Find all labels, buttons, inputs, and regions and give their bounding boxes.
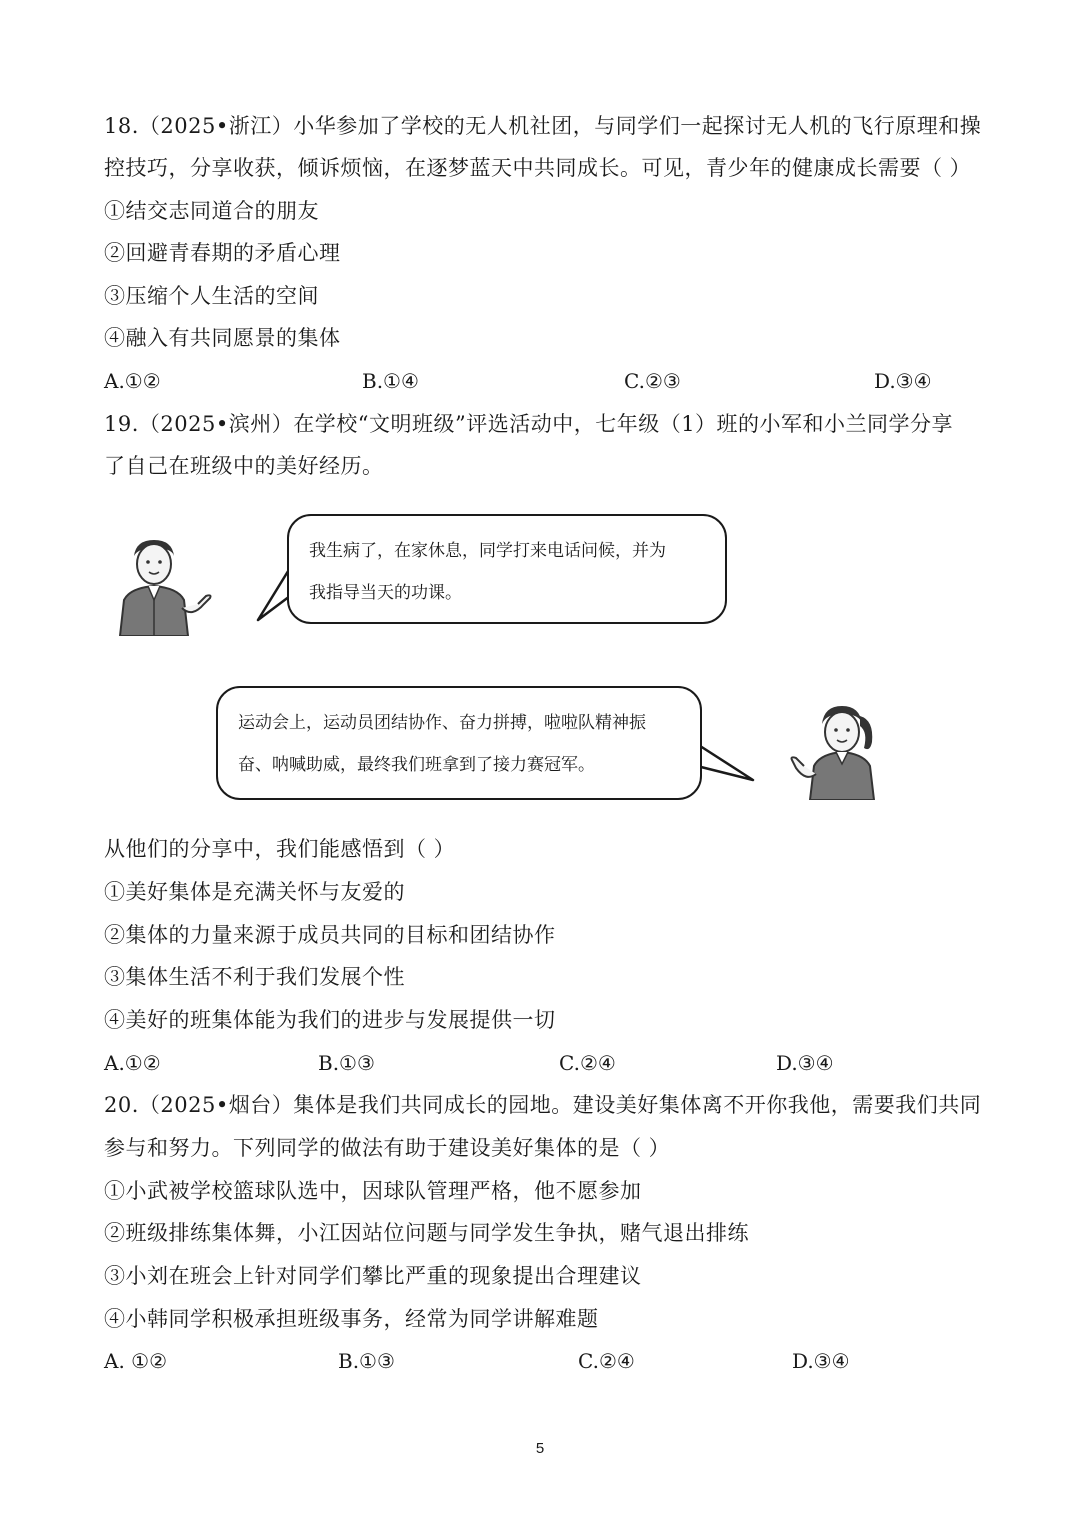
q20-item-4: ④小韩同学积极承担班级事务，经常为同学讲解难题 — [104, 1307, 599, 1331]
bubble2-line1: 运动会上，运动员团结协作、奋力拼搏，啦啦队精神振 — [238, 713, 646, 733]
q19-item-4: ④美好的班集体能为我们的进步与发展提供一切 — [104, 1008, 556, 1032]
q19-options — [104, 1048, 984, 1078]
boy-figure-icon — [112, 538, 216, 636]
q18-item-3: ③压缩个人生活的空间 — [104, 284, 319, 308]
q20-option-b[interactable]: B.①③ — [338, 1349, 395, 1373]
q19-stem-line2: 了自己在班级中的美好经历。 — [104, 454, 384, 478]
q19-item-1: ①美好集体是充满关怀与友爱的 — [104, 880, 405, 904]
q18-stem-line1: 18.（2025•浙江）小华参加了学校的无人机社团，与同学们一起探讨无人机的飞行原理和操 — [104, 114, 982, 138]
q19-stem-line1: 19.（2025•滨州）在学校“文明班级”评选活动中，七年级（1）班的小军和小兰同学分享 — [104, 412, 954, 436]
q20-option-d[interactable]: D.③④ — [792, 1349, 850, 1373]
q20-item-2: ②班级排练集体舞，小江因站位问题与同学发生争执，赌气退出排练 — [104, 1221, 749, 1245]
speech-bubble-girl — [216, 686, 702, 800]
q19-option-c[interactable]: C.②④ — [559, 1051, 616, 1075]
q18-option-b[interactable]: B.①④ — [362, 369, 419, 393]
q20-options — [104, 1346, 984, 1376]
q19-item-3: ③集体生活不利于我们发展个性 — [104, 965, 405, 989]
q19-prompt: 从他们的分享中，我们能感悟到（ ） — [104, 837, 456, 861]
q18-item-1: ①结交志同道合的朋友 — [104, 199, 319, 223]
q20-item-3: ③小刘在班会上针对同学们攀比严重的现象提出合理建议 — [104, 1264, 642, 1288]
q20-option-c[interactable]: C.②④ — [578, 1349, 635, 1373]
speech-bubble-boy — [287, 514, 727, 624]
q20-stem-line2: 参与和努力。下列同学的做法有助于建设美好集体的是（ ） — [104, 1136, 671, 1160]
bubble1-line2: 我指导当天的功课。 — [309, 583, 462, 603]
q18-item-4: ④融入有共同愿景的集体 — [104, 326, 341, 350]
q20-stem-line1: 20.（2025•烟台）集体是我们共同成长的园地。建设美好集体离不开你我他，需要我们共同 — [104, 1093, 982, 1117]
q20-item-1: ①小武被学校篮球队选中，因球队管理严格，他不愿参加 — [104, 1179, 642, 1203]
page-number: 5 — [535, 1440, 545, 1457]
q18-options — [104, 366, 984, 396]
q19-item-2: ②集体的力量来源于成员共同的目标和团结协作 — [104, 923, 556, 947]
q18-option-d[interactable]: D.③④ — [874, 369, 932, 393]
q19-option-d[interactable]: D.③④ — [776, 1051, 834, 1075]
q18-item-2: ②回避青春期的矛盾心理 — [104, 241, 341, 265]
q18-option-a[interactable]: A.①② — [104, 369, 161, 393]
bubble1-line1: 我生病了，在家休息，同学打来电话问候，并为 — [309, 541, 666, 561]
bubble2-tail — [695, 742, 757, 784]
q19-option-b[interactable]: B.①③ — [318, 1051, 375, 1075]
q20-option-a[interactable]: A. ①② — [104, 1349, 168, 1373]
q18-option-c[interactable]: C.②③ — [624, 369, 681, 393]
girl-figure-icon — [790, 702, 890, 800]
q18-stem-line2: 控技巧，分享收获，倾诉烦恼，在逐梦蓝天中共同成长。可见，青少年的健康成长需要（ ） — [104, 156, 972, 180]
q19-option-a[interactable]: A.①② — [104, 1051, 161, 1075]
bubble2-line2: 奋、呐喊助威，最终我们班拿到了接力赛冠军。 — [238, 755, 595, 775]
